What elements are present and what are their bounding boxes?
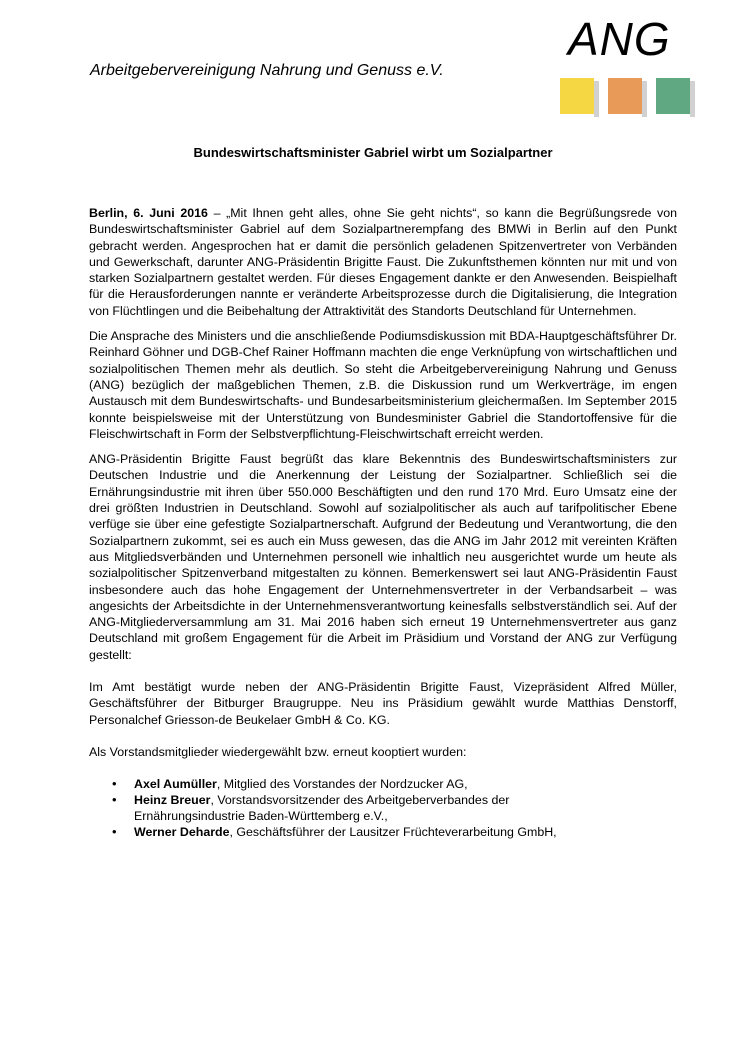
member-name: Werner Deharde — [134, 825, 230, 840]
paragraph-1 — [89, 205, 677, 319]
document-title: Bundeswirtschaftsminister Gabriel wirbt um Sozialpartner — [193, 145, 553, 160]
list-item — [89, 792, 677, 824]
member-name: Axel Aumüller — [134, 777, 217, 792]
member-desc: , Mitglied des Vorstandes der Nordzucker AG, — [216, 777, 468, 792]
ang-logo — [558, 13, 700, 118]
logo-block-yellow — [560, 78, 594, 114]
organization-name: Arbeitgebervereinigung Nahrung und Genuss e.V. — [90, 62, 444, 79]
logo-block-orange — [608, 78, 642, 114]
paragraph-1-text: – „Mit Ihnen geht alles, ohne Sie geht nichts“, so kann die Begrüßungsrede von Bundeswirtschaftsminister Gabriel auf dem Sozialpartnerempfang des BMWi in Berlin auf den Punkt gebracht werden. Angesprochen hat er damit die persönlich geladenen Spitzenvertreter von Verbänden und Gewerkschaft, darunter ANG-Präsidentin Brigitte Faust. Die Zukunftsthemen könnten nur mit und von starken Sozialpartnern gestaltet werden. Für dieses Engagement dankte er den Anwesenden. Beispielhaft für die Herausforderungen nannte er veränderte Arbeitsprozesse durch die Digitalisierung, die Integration von Flüchtlingen und die Beibehaltung der Attraktivität des Standorts Deutschland für Unternehmen. — [89, 206, 677, 318]
list-item — [89, 776, 677, 792]
list-item — [89, 824, 677, 840]
paragraph-4: Im Amt bestätigt wurde neben der ANG-Präsidentin Brigitte Faust, Vizepräsident Alfred Müller, Geschäftsführer der Bitburger Braugruppe. Neu ins Präsidium gewählt wurde Matthias Denstorff, Personalchef Griesson-de Beukelaer GmbH & Co. KG. — [89, 680, 677, 727]
member-desc: , Vorstandsvorsitzender des Arbeitgeberverbandes der — [210, 793, 510, 808]
paragraph-3: ANG-Präsidentin Brigitte Faust begrüßt das klare Bekenntnis des Bundeswirtschaftsministers zur Deutschen Industrie und die Anerkennung der Leistung der Sozialpartner. Schließlich sei die Ernährungsindustrie mit ihren über 550.000 Beschäftigten und den rund 170 Mrd. Euro Umsatz eine der drei größten Industrien in Deutschland. Sowohl auf sozialpolitischer als auch auf tarifpolitischer Ebene verfüge sie über eine gefestigte Sozialpartnerschaft. Aufgrund der Bedeutung und Verantwortung, die den Sozialpartnern zukommt, sei es auch ein Muss gewesen, das die ANG im Jahr 2012 mit vereinten Kräften aus Mitgliedsverbänden und Unternehmen personell wie inhaltlich neu ausgerichtet wurde um heute als sozialpolitischer Spitzenverband mitgestalten zu können. Bemerkenswert sei laut ANG-Präsidentin Faust insbesondere auch das hohe Engagement der Unternehmensvertreter in der Verbandsarbeit – was angesichts der Arbeitsdichte in der Unternehmensverantwortung keinesfalls selbstverständlich sei. Auf der ANG-Mitgliederversammlung am 31. Mai 2016 haben sich erneut 19 Unternehmensvertreter aus ganz Deutschland mit großem Engagement für die Arbeit im Präsidium und Vorstand der ANG zur Verfügung gestellt: — [89, 452, 677, 662]
dateline: Berlin, 6. Juni 2016 — [89, 206, 208, 220]
logo-block-green — [656, 78, 690, 114]
document-body — [89, 205, 677, 840]
logo-text: ANG — [568, 13, 671, 65]
member-list — [89, 776, 677, 840]
member-name: Heinz Breuer — [134, 793, 211, 808]
paragraph-5: Als Vorstandsmitglieder wiedergewählt bzw. erneut kooptiert wurden: — [89, 744, 467, 759]
member-desc-continued: Ernährungsindustrie Baden-Württemberg e.V., — [134, 809, 388, 824]
paragraph-2: Die Ansprache des Ministers und die anschließende Podiumsdiskussion mit BDA-Hauptgeschäftsführer Dr. Reinhard Göhner und DGB-Chef Rainer Hoffmann machten die enge Verknüpfung von wirtschaftlichen und sozialpolitischen Themen mehr als deutlich. So steht die Arbeitgebervereinigung Nahrung und Genuss (ANG) bezüglich der maßgeblichen Themen, z.B. die Diskussion rund um Werkverträge, im engen Austausch mit dem Bundeswirtschafts- und Bundesarbeitsministerium gleichermaßen. Im September 2015 konnte beispielsweise mit der Unterstützung von Bundesminister Gabriel die Standortoffensive für die Fleischwirtschaft in Form der Selbstverpflichtung-Fleischwirtschaft erreicht werden. — [89, 329, 677, 441]
member-desc: , Geschäftsführer der Lausitzer Früchteverarbeitung GmbH, — [229, 825, 557, 840]
